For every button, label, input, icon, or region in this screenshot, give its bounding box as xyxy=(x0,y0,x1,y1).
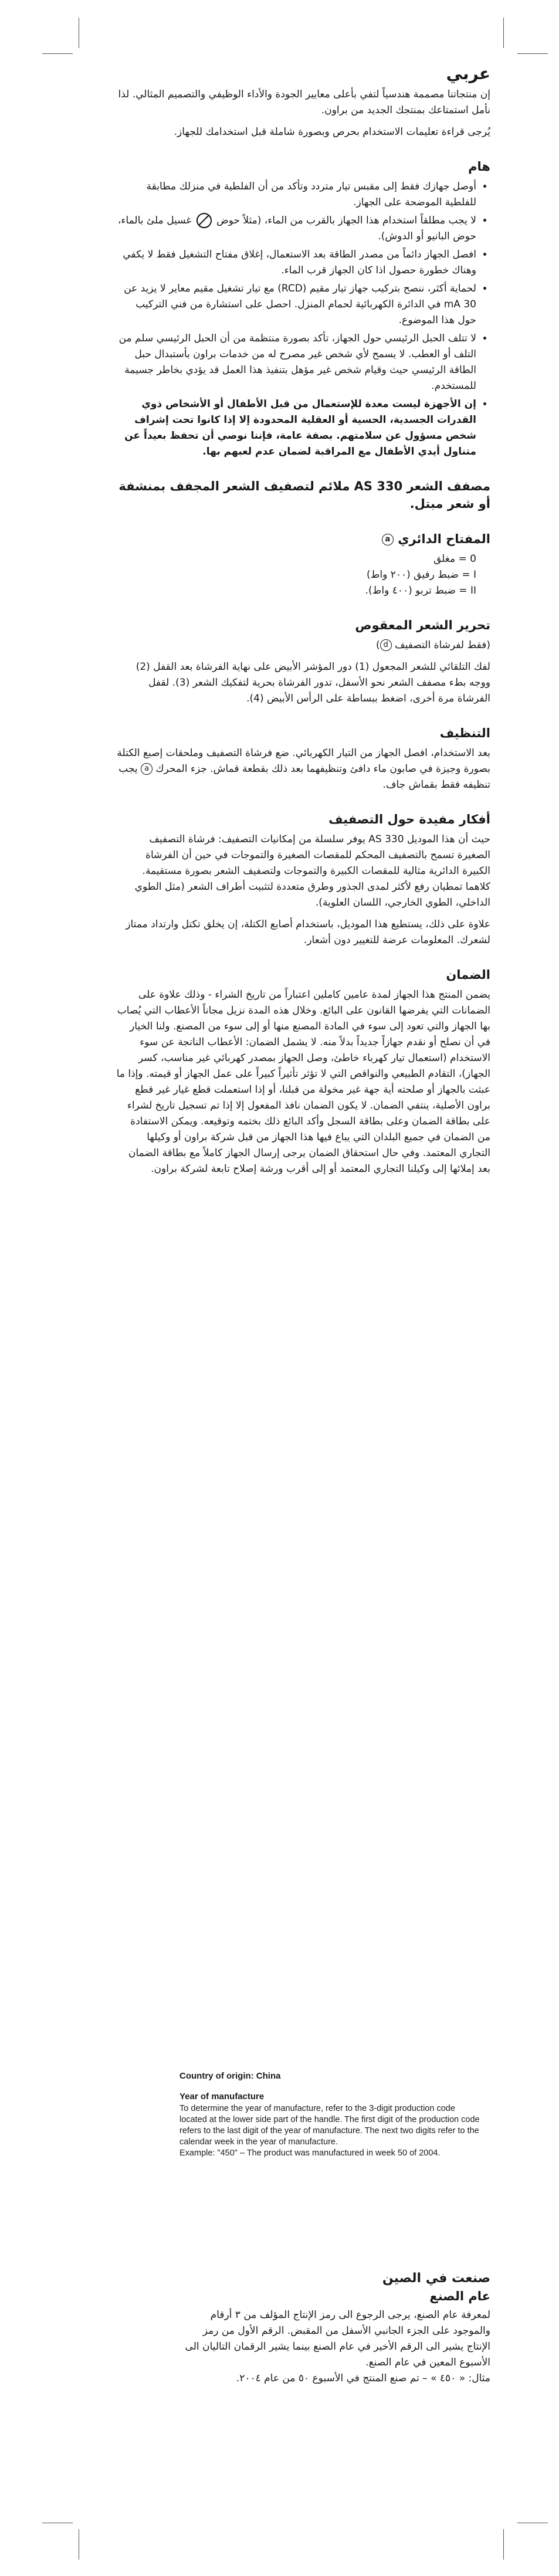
year-of-manufacture-text: To determine the year of manufacture, refer to the 3-digit production code located at the lower side part of the handle. The first digit of the production code refers to the last digit of the year of manufacture. The next two digits refer to the calendar week in the year of manufacture. xyxy=(179,2104,480,2147)
year-of-manufacture-example: Example: "450" – The product was manufactured in week 50 of 2004. xyxy=(179,2148,441,2158)
switch-heading: المفتاح الدائري a xyxy=(115,530,490,548)
crop-mark xyxy=(503,2529,504,2560)
switch-section xyxy=(115,530,490,599)
tips-text: حيث أن هذا الموديل AS 330 يوفر سلسلة من إمكانيات التصفيف: فرشاة التصفيف الصغيرة تسمح بالتصفيف المحكم للمقصات الصغيرة والتموجات في حين أن الفرشاة الكبيرة الدائرية مثالية للمقصات الكبيرة والتموجات ولتصفيف الشعر بصورة مستقيمة. كلاهما تمطيان رفع لأكثر لمدى الجذور وطرق متعددة لتثبيت أطراف الشعر (مثل الطوي الداخلي، الطوي الخارجي، اللسان العلوية). xyxy=(134,833,490,909)
crop-mark xyxy=(42,53,73,54)
tips-heading: أفكار مفيدة حول التصفيف xyxy=(328,812,490,826)
setting-gentle: I = ضبط رفيق (٢٠٠ واط) xyxy=(367,569,476,581)
warranty-heading: الضمان xyxy=(446,968,490,982)
made-in-china-heading: صنعت في الصين xyxy=(382,2271,490,2286)
english-origin-block xyxy=(179,2070,485,2159)
warranty-section xyxy=(115,966,490,1177)
tips-text: علاوة على ذلك، يستطيع هذا الموديل، باستخدام أصابع الكتلة، إن يخلق تكتل وارتداد ممتاز لشعرك. المعلومات عرضة للتغيير دون أشعار. xyxy=(126,918,490,946)
warranty-text: يضمن المنتج هذا الجهاز لمدة عامين كاملين اعتباراً من تاريخ الشراء - وذلك علاوة على الضمانات التي يفرضها القانون على البائع. وخلال هذه المدة نزيل مجاناً الأعطاب التي يُصاب بها الجهاز والتي تعود إلى سوء في المادة المصنع منها أو إلى سوء من المصنع. ولنا الخيار في أن نصلح أو نقدم جهازاً جديداً بدلاً منه. لا يشمل الضمان: الأعطاب الناتجة عن سوء الاستخدام (استعمال تيار كهرباء خاطئ، وصل الجهاز بمصدر كهربائي غير مناسب، كسر الجهاز)، التقادم الطبيعي والنواقص التي لا تؤثر تأثيراً كبيراً على عمل الجهاز أو قيمته. وإذا ما عبثت بالجهاز أو صلحته أية جهة غير مخولة من قبلنا، أو إذا استعملت قطع غيار غير قطع براون الأصلية، ينتفي الضمان. لا يكون الضمان نافذ المفعول إلا إذا تم تسجيل تاريخ لشراء على بطاقة الضمان وعلى بطاقة السجل وأكد البائع ذلك بختمه وتوقيعه. ويمكن الاستفادة من الضمان في جميع البلدان التي يباع فيها هذا الجهاز من قبل شركة براون أو وكيلها التجاري المعتمد. وفي حال استحقاق الضمان يرجى إرسال الجهاز كاملاً مع بطاقة الضمان بعد إملائها إلى وكيلنا التجاري المعتمد أو إلى أقرب ورشة إصلاح تابعة لشركة براون. xyxy=(116,989,490,1175)
water-warning-text-end: غسيل ملئ بالماء، حوض البانيو أو الدوش). xyxy=(117,215,476,242)
curl-release-heading: تحرير الشعر المعقوص xyxy=(355,618,490,632)
setting-turbo: II = ضبط تربو (٤٠٠ واط). xyxy=(365,585,476,596)
label-a-icon: a xyxy=(141,763,153,775)
year-of-manufacture-text-ar: لمعرفة عام الصنع، يرجى الرجوع الى رمز الإنتاج المؤلف من ٣ أرقام والموجود على الجزء الجانبي الأسفل من المقبض. الرقم الأول من رمز الإنتاج يشير الى الرقم الأخير في عام الصنع بينما يشير الرقمان التاليان الى الأسبوع المعين في عام الصنع. xyxy=(185,2309,490,2368)
curl-release-sub: (فقط لفرشاة التصفيف d) xyxy=(376,639,490,651)
list-item: • لا تتلف الحبل الرئيسي حول الجهاز، تأكد بصورة منتظمة من أن الحبل الرئيسي سلم من التلف أو العطب. لا يسمح لأي شخص غير مصرح له من خدمات براون بأستبدال حبل الطاقة الرئيسي حيث وقيام شخص غير مؤهل بتنفيذ هذا العمل قد يؤدي بخاطر جسيمة للمستخدم. xyxy=(115,331,476,394)
curl-release-text: لفك التلقائي للشعر المجعول (1) دور المؤشر الأبيض على نهاية الفرشاة بعد القفل (2) ووجه بطء مصفف الشعر نحو الأسفل، تدور الفرشاة بحرية لتفكيك الشعر (3). لقفل الفرشاة مرة أخرى، اضغط ببساطة على الرأس الأبيض (4). xyxy=(135,661,490,704)
list-item: • لحماية أكثر، ننصح بتركيب جهاز تيار مقيم (RCD) مع تيار تشغيل مقيم معاير لا يزيد عن 30 mA في الدائرة الكهربائية لحمام المنزل. احصل على استشارة من فني التركيب حول هذا الموضوع. xyxy=(115,281,476,328)
product-heading: مصفف الشعر AS 330 ملائم لتصفيف الشعر المجفف بمنشفة أو شعر مبتل. xyxy=(118,479,490,511)
intro-text: إن منتجاتنا مصممة هندسياً لتفي بأعلى معايير الجودة والأداء الوظيفي والتصميم المثالي. لذا نأمل استمتاعك بمنتجك الجديد من براون. xyxy=(118,89,490,116)
intro-note: يُرجى قراءة تعليمات الاستخدام بحرص وبصورة شاملة قبل استخدامك للجهاز. xyxy=(174,126,490,138)
tips-section xyxy=(115,811,490,948)
crop-mark xyxy=(503,18,504,48)
cleaning-text: بعد الاستخدام، افصل الجهاز من التيار الكهربائي. ضع فرشاة التصفيف وملحقات إصبع الكتلة بصورة وجيزة في صابون ماء دافئ وتنظيفهما بعد ذلك بقطعة قماش. جزء المحرك a يجب تنظيفه فقط بقماش جاف. xyxy=(117,747,490,791)
label-d-icon: d xyxy=(380,639,392,651)
curl-release-section xyxy=(115,616,490,707)
cleaning-section xyxy=(115,724,490,793)
no-sink-icon xyxy=(197,213,212,228)
year-of-manufacture-heading: Year of manufacture xyxy=(179,2092,265,2102)
arabic-instructions xyxy=(115,65,490,1183)
product-section xyxy=(115,477,490,513)
year-of-manufacture-heading-ar: عام الصنع xyxy=(429,2289,490,2303)
important-list xyxy=(115,179,490,460)
country-of-origin: Country of origin: China xyxy=(179,2071,281,2081)
important-heading: هام xyxy=(468,160,490,174)
cleaning-heading: التنظيف xyxy=(439,726,490,740)
arabic-origin-block xyxy=(179,2270,490,2387)
water-warning-text: لا يجب مطلقاً استخدام هذا الجهاز بالقرب من الماء، (مثلاً حوض xyxy=(216,215,476,226)
list-item: • أوصل جهازك فقط إلى مقبس تيار متردد وتأكد من أن الفلطية في منزلك مطابقة للفلطية الموضحة على الجهاز. xyxy=(115,179,476,211)
year-of-manufacture-example-ar: مثال: « ٤٥٠ » – تم صنع المنتج في الأسبوع ٥٠ من عام ٢٠٠٤. xyxy=(236,2372,490,2384)
setting-off: 0 = مغلق xyxy=(433,553,476,565)
label-a-icon: a xyxy=(382,534,394,545)
list-item: • افصل الجهاز دائماً من مصدر الطاقة بعد الاستعمال، إغلاق مفتاح التشغيل فقط لا يكفي وهناك خطورة حصول اذا كان الجهاز قرب الماء. xyxy=(115,247,476,279)
important-section xyxy=(115,158,490,460)
switch-settings xyxy=(115,551,490,599)
list-item xyxy=(115,213,476,245)
crop-mark xyxy=(517,53,548,54)
language-heading: عربي xyxy=(446,64,490,83)
list-item: • إن الأجهزة ليست معدة للإستعمال من قبل الأطفال أو الأشخاص ذوي القدرات الجسدية، الحسية أو العقلية المحدودة إلا إذا كانوا تحت إشراف شخص مسؤول عن سلامتهم. بصفة عامة، فإننا نوصي أن تحفظ بعيداً عن متناول أيدي الأطفال مع المراقبة لضمان عدم لعبهم بها. xyxy=(115,396,476,460)
